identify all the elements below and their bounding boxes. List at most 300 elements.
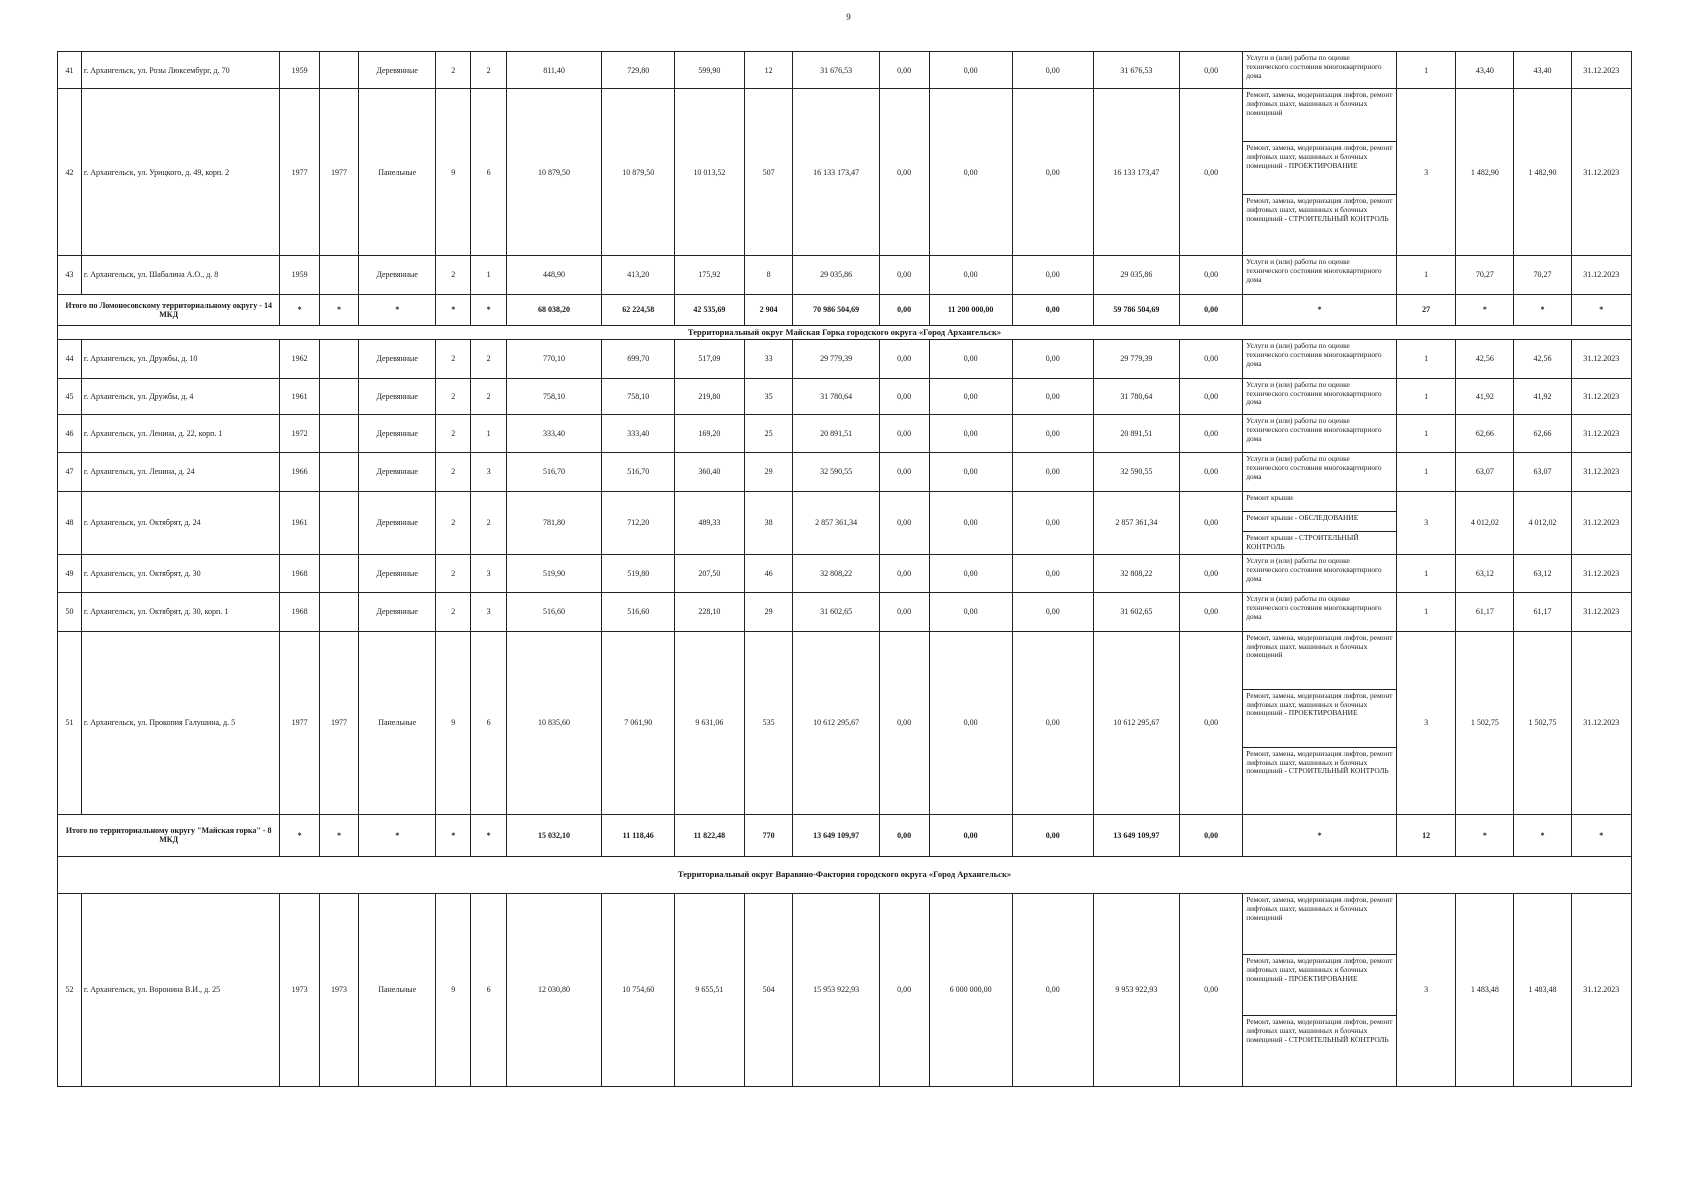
table-row: [58, 414, 1632, 452]
year-last-overhaul: [319, 414, 358, 452]
funding-regional: 0,00: [929, 89, 1012, 256]
funding-federal: 0,00: [879, 893, 929, 1086]
wall-material: Панельные: [359, 631, 436, 815]
funding-regional: 0,00: [929, 378, 1012, 414]
funding-owners: 20 891,51: [1093, 414, 1179, 452]
max-unit-cost: 1 482,90: [1514, 89, 1571, 256]
area-residential: 228,10: [675, 593, 745, 631]
year-built: 1977: [280, 89, 319, 256]
total-fund-reg: 0,00: [929, 815, 1012, 856]
entrances-count: 1: [471, 256, 506, 294]
house-address: г. Архангельск, ул. Октябрят, д. 30, корп. 1: [81, 593, 279, 631]
wall-material: Деревянные: [359, 491, 436, 554]
entrances-count: 2: [471, 378, 506, 414]
work-item: Ремонт, замена, модернизация лифтов, ремонт лифтовых шахт, машинных и блочных помещений: [1243, 894, 1396, 955]
floors-count: 2: [436, 340, 471, 378]
entrances-count: 3: [471, 593, 506, 631]
funding-owners: 29 779,39: [1093, 340, 1179, 378]
max-unit-cost: 1 502,75: [1514, 631, 1571, 815]
table-row: [58, 256, 1632, 294]
funding-other: 0,00: [1179, 414, 1242, 452]
year-last-overhaul: [319, 554, 358, 592]
funding-regional: 0,00: [929, 52, 1012, 89]
total-area-total: 68 038,20: [506, 294, 602, 325]
year-last-overhaul: [319, 491, 358, 554]
house-address: г. Архангельск, ул. Ленина, д. 24: [81, 453, 279, 491]
area-residential: 169,20: [675, 414, 745, 452]
repair-cost-total: 29 035,86: [793, 256, 879, 294]
work-item: Ремонт крыши: [1243, 492, 1396, 512]
total-fund-mun: 0,00: [1012, 815, 1093, 856]
total-area-common: 42 535,69: [675, 294, 745, 325]
completion-date: 31.12.2023: [1571, 256, 1631, 294]
placeholder-cell: *: [436, 815, 471, 856]
table-row: [58, 631, 1632, 815]
year-built: 1959: [280, 52, 319, 89]
area-total: 770,10: [506, 340, 602, 378]
residents-count: 29: [744, 453, 793, 491]
funding-other: 0,00: [1179, 491, 1242, 554]
repair-cost-total: 31 780,64: [793, 378, 879, 414]
floors-count: 2: [436, 256, 471, 294]
wall-material: Деревянные: [359, 414, 436, 452]
total-residents: 2 904: [744, 294, 793, 325]
placeholder-cell: *: [359, 815, 436, 856]
placeholder-cell: *: [1514, 815, 1571, 856]
repair-cost-total: 15 953 922,93: [793, 893, 879, 1086]
unit-cost: 4 012,02: [1456, 491, 1514, 554]
area-total: 758,10: [506, 378, 602, 414]
funding-regional: 0,00: [929, 453, 1012, 491]
funding-other: 0,00: [1179, 340, 1242, 378]
placeholder-cell: *: [1243, 815, 1397, 856]
table-row: [58, 593, 1632, 631]
funding-municipal: 0,00: [1012, 89, 1093, 256]
funding-owners: 2 857 361,34: [1093, 491, 1179, 554]
year-last-overhaul: [319, 593, 358, 631]
area-total: 10 835,60: [506, 631, 602, 815]
funding-municipal: 0,00: [1012, 893, 1093, 1086]
funding-municipal: 0,00: [1012, 453, 1093, 491]
residents-count: 33: [744, 340, 793, 378]
year-built: 1961: [280, 491, 319, 554]
completion-date: 31.12.2023: [1571, 52, 1631, 89]
section-header-row: [58, 856, 1632, 893]
works-list: [1243, 593, 1397, 631]
funding-other: 0,00: [1179, 89, 1242, 256]
total-fund-other: 0,00: [1179, 294, 1242, 325]
works-list: [1243, 554, 1397, 592]
funding-regional: 0,00: [929, 256, 1012, 294]
floors-count: 2: [436, 52, 471, 89]
work-count: 1: [1397, 52, 1456, 89]
funding-federal: 0,00: [879, 491, 929, 554]
work-count: 1: [1397, 256, 1456, 294]
funding-other: 0,00: [1179, 554, 1242, 592]
area-premises: 729,80: [602, 52, 675, 89]
work-item: Ремонт, замена, модернизация лифтов, ремонт лифтовых шахт, машинных и блочных помещений - СТРОИТЕЛЬНЫЙ КОНТРОЛЬ: [1246, 1016, 1393, 1044]
house-address: г. Архангельск, ул. Розы Люксембург, д. 70: [81, 52, 279, 89]
residents-count: 12: [744, 52, 793, 89]
placeholder-cell: *: [471, 294, 506, 325]
max-unit-cost: 42,56: [1514, 340, 1571, 378]
area-residential: 9 631,06: [675, 631, 745, 815]
placeholder-cell: *: [1571, 815, 1631, 856]
repair-cost-total: 2 857 361,34: [793, 491, 879, 554]
max-unit-cost: 70,27: [1514, 256, 1571, 294]
residents-count: 35: [744, 378, 793, 414]
year-last-overhaul: 1977: [319, 631, 358, 815]
year-last-overhaul: [319, 256, 358, 294]
funding-regional: 0,00: [929, 554, 1012, 592]
funding-other: 0,00: [1179, 52, 1242, 89]
floors-count: 2: [436, 491, 471, 554]
work-count: 1: [1397, 378, 1456, 414]
year-built: 1972: [280, 414, 319, 452]
placeholder-cell: *: [319, 294, 358, 325]
area-premises: 10 754,60: [602, 893, 675, 1086]
work-item: Ремонт, замена, модернизация лифтов, ремонт лифтовых шахт, машинных и блочных помещений: [1243, 89, 1396, 142]
area-total: 10 879,50: [506, 89, 602, 256]
funding-other: 0,00: [1179, 593, 1242, 631]
year-last-overhaul: [319, 340, 358, 378]
year-built: 1966: [280, 453, 319, 491]
work-item: Ремонт, замена, модернизация лифтов, ремонт лифтовых шахт, машинных и блочных помещений - ПРОЕКТИРОВАНИЕ: [1243, 142, 1396, 195]
repair-cost-total: 16 133 173,47: [793, 89, 879, 256]
funding-municipal: 0,00: [1012, 340, 1093, 378]
area-premises: 516,70: [602, 453, 675, 491]
house-address: г. Архангельск, ул. Урицкого, д. 49, корп. 2: [81, 89, 279, 256]
total-row: [58, 815, 1632, 856]
year-built: 1962: [280, 340, 319, 378]
unit-cost: 62,66: [1456, 414, 1514, 452]
table-row: [58, 893, 1632, 1086]
funding-owners: 32 590,55: [1093, 453, 1179, 491]
area-premises: 10 879,50: [602, 89, 675, 256]
entrances-count: 3: [471, 554, 506, 592]
area-residential: 175,92: [675, 256, 745, 294]
total-area-common: 11 822,48: [675, 815, 745, 856]
work-item: Услуги и (или) работы по оценке технического состояния многоквартирного дома: [1246, 415, 1382, 443]
work-count: 1: [1397, 593, 1456, 631]
funding-federal: 0,00: [879, 554, 929, 592]
completion-date: 31.12.2023: [1571, 453, 1631, 491]
work-count: 3: [1397, 491, 1456, 554]
total-work-count: 27: [1397, 294, 1456, 325]
row-number: 46: [58, 414, 82, 452]
repair-cost-total: 20 891,51: [793, 414, 879, 452]
area-premises: 7 061,90: [602, 631, 675, 815]
section-header-row: [58, 325, 1632, 340]
works-list: [1243, 414, 1397, 452]
area-residential: 489,33: [675, 491, 745, 554]
funding-other: 0,00: [1179, 893, 1242, 1086]
floors-count: 9: [436, 89, 471, 256]
funding-owners: 32 808,22: [1093, 554, 1179, 592]
work-item: Ремонт, замена, модернизация лифтов, ремонт лифтовых шахт, машинных и блочных помещений - ПРОЕКТИРОВАНИЕ: [1243, 690, 1396, 748]
max-unit-cost: 63,12: [1514, 554, 1571, 592]
table-row: [58, 340, 1632, 378]
total-cost-total: 70 986 504,69: [793, 294, 879, 325]
area-residential: 207,50: [675, 554, 745, 592]
work-count: 1: [1397, 453, 1456, 491]
completion-date: 31.12.2023: [1571, 554, 1631, 592]
residents-count: 535: [744, 631, 793, 815]
placeholder-cell: *: [1571, 294, 1631, 325]
floors-count: 2: [436, 378, 471, 414]
row-number: 48: [58, 491, 82, 554]
repair-cost-total: 10 612 295,67: [793, 631, 879, 815]
entrances-count: 2: [471, 340, 506, 378]
work-item: Услуги и (или) работы по оценке технического состояния многоквартирного дома: [1246, 257, 1382, 285]
unit-cost: 1 482,90: [1456, 89, 1514, 256]
funding-federal: 0,00: [879, 340, 929, 378]
total-label: Итого по Ломоносовскому территориальному округу - 14 МКД: [58, 294, 280, 325]
work-item: Ремонт крыши - ОБСЛЕДОВАНИЕ: [1243, 512, 1396, 532]
house-address: г. Архангельск, ул. Шабалина А.О., д. 8: [81, 256, 279, 294]
work-item: Услуги и (или) работы по оценке технического состояния многоквартирного дома: [1246, 379, 1382, 407]
floors-count: 2: [436, 554, 471, 592]
house-address: г. Архангельск, ул. Прокопия Галушина, д. 5: [81, 631, 279, 815]
placeholder-cell: *: [471, 815, 506, 856]
entrances-count: 2: [471, 491, 506, 554]
work-count: 3: [1397, 893, 1456, 1086]
work-count: 1: [1397, 414, 1456, 452]
works-list: [1243, 491, 1397, 554]
area-premises: 413,20: [602, 256, 675, 294]
work-item: Услуги и (или) работы по оценке технического состояния многоквартирного дома: [1246, 341, 1382, 369]
max-unit-cost: 41,92: [1514, 378, 1571, 414]
area-premises: 519,80: [602, 554, 675, 592]
wall-material: Деревянные: [359, 593, 436, 631]
total-cost-total: 13 649 109,97: [793, 815, 879, 856]
funding-municipal: 0,00: [1012, 378, 1093, 414]
floors-count: 9: [436, 631, 471, 815]
funding-owners: 9 953 922,93: [1093, 893, 1179, 1086]
area-total: 448,90: [506, 256, 602, 294]
funding-other: 0,00: [1179, 631, 1242, 815]
placeholder-cell: *: [1456, 294, 1514, 325]
total-row: [58, 294, 1632, 325]
area-total: 811,40: [506, 52, 602, 89]
unit-cost: 63,07: [1456, 453, 1514, 491]
repair-cost-total: 29 779,39: [793, 340, 879, 378]
area-total: 781,80: [506, 491, 602, 554]
funding-federal: 0,00: [879, 52, 929, 89]
funding-other: 0,00: [1179, 256, 1242, 294]
entrances-count: 1: [471, 414, 506, 452]
row-number: 45: [58, 378, 82, 414]
table-row: [58, 378, 1632, 414]
repair-cost-total: 32 590,55: [793, 453, 879, 491]
funding-owners: 31 780,64: [1093, 378, 1179, 414]
house-address: г. Архангельск, ул. Октябрят, д. 24: [81, 491, 279, 554]
year-built: 1959: [280, 256, 319, 294]
entrances-count: 6: [471, 89, 506, 256]
house-address: г. Архангельск, ул. Дружбы, д. 4: [81, 378, 279, 414]
section-title: Территориальный округ Майская Горка городского округа «Город Архангельск»: [58, 325, 1632, 340]
wall-material: Деревянные: [359, 378, 436, 414]
total-area-living: 62 224,58: [602, 294, 675, 325]
work-item: Услуги и (или) работы по оценке технического состояния многоквартирного дома: [1246, 594, 1382, 622]
funding-owners: 31 676,53: [1093, 52, 1179, 89]
area-residential: 517,09: [675, 340, 745, 378]
residents-count: 46: [744, 554, 793, 592]
work-item: Ремонт, замена, модернизация лифтов, ремонт лифтовых шахт, машинных и блочных помещений - СТРОИТЕЛЬНЫЙ КОНТРОЛЬ: [1246, 196, 1393, 224]
floors-count: 2: [436, 414, 471, 452]
work-item: Услуги и (или) работы по оценке технического состояния многоквартирного дома: [1246, 53, 1382, 80]
works-list: [1243, 256, 1397, 294]
total-fund-mun: 0,00: [1012, 294, 1093, 325]
funding-regional: 0,00: [929, 340, 1012, 378]
works-list: [1243, 378, 1397, 414]
year-last-overhaul: [319, 453, 358, 491]
completion-date: 31.12.2023: [1571, 631, 1631, 815]
funding-federal: 0,00: [879, 593, 929, 631]
funding-other: 0,00: [1179, 378, 1242, 414]
placeholder-cell: *: [280, 294, 319, 325]
placeholder-cell: *: [1456, 815, 1514, 856]
work-count: 3: [1397, 89, 1456, 256]
total-label: Итого по территориальному округу "Майская горка" - 8 МКД: [58, 815, 280, 856]
wall-material: Деревянные: [359, 453, 436, 491]
placeholder-cell: *: [359, 294, 436, 325]
work-item: Ремонт, замена, модернизация лифтов, ремонт лифтовых шахт, машинных и блочных помещений: [1243, 632, 1396, 690]
total-fund-fed: 0,00: [879, 294, 929, 325]
completion-date: 31.12.2023: [1571, 378, 1631, 414]
max-unit-cost: 4 012,02: [1514, 491, 1571, 554]
repair-cost-total: 32 808,22: [793, 554, 879, 592]
row-number: 41: [58, 52, 82, 89]
work-count: 3: [1397, 631, 1456, 815]
year-built: 1961: [280, 378, 319, 414]
placeholder-cell: *: [1514, 294, 1571, 325]
year-last-overhaul: [319, 52, 358, 89]
funding-federal: 0,00: [879, 631, 929, 815]
entrances-count: 2: [471, 52, 506, 89]
funding-owners: 16 133 173,47: [1093, 89, 1179, 256]
residents-count: 504: [744, 893, 793, 1086]
house-address: г. Архангельск, ул. Дружбы, д. 10: [81, 340, 279, 378]
max-unit-cost: 1 483,48: [1514, 893, 1571, 1086]
funding-municipal: 0,00: [1012, 256, 1093, 294]
year-last-overhaul: [319, 378, 358, 414]
completion-date: 31.12.2023: [1571, 491, 1631, 554]
placeholder-cell: *: [319, 815, 358, 856]
total-fund-reg: 11 200 000,00: [929, 294, 1012, 325]
residents-count: 38: [744, 491, 793, 554]
area-residential: 599,90: [675, 52, 745, 89]
wall-material: Деревянные: [359, 256, 436, 294]
entrances-count: 6: [471, 631, 506, 815]
year-last-overhaul: 1973: [319, 893, 358, 1086]
works-list: [1243, 89, 1397, 256]
total-residents: 770: [744, 815, 793, 856]
total-area-living: 11 118,46: [602, 815, 675, 856]
max-unit-cost: 62,66: [1514, 414, 1571, 452]
row-number: 52: [58, 893, 82, 1086]
completion-date: 31.12.2023: [1571, 414, 1631, 452]
wall-material: Деревянные: [359, 52, 436, 89]
year-built: 1968: [280, 554, 319, 592]
work-count: 1: [1397, 340, 1456, 378]
area-premises: 758,10: [602, 378, 675, 414]
work-item: Услуги и (или) работы по оценке технического состояния многоквартирного дома: [1246, 555, 1382, 583]
table-row: [58, 491, 1632, 554]
funding-municipal: 0,00: [1012, 554, 1093, 592]
residents-count: 25: [744, 414, 793, 452]
unit-cost: 41,92: [1456, 378, 1514, 414]
funding-municipal: 0,00: [1012, 593, 1093, 631]
works-list: [1243, 631, 1397, 815]
year-built: 1973: [280, 893, 319, 1086]
works-list: [1243, 453, 1397, 491]
funding-federal: 0,00: [879, 453, 929, 491]
area-residential: 219,80: [675, 378, 745, 414]
unit-cost: 43,40: [1456, 52, 1514, 89]
repair-cost-total: 31 602,65: [793, 593, 879, 631]
total-fund-owners: 13 649 109,97: [1093, 815, 1179, 856]
house-address: г. Архангельск, ул. Воронина В.И., д. 25: [81, 893, 279, 1086]
funding-owners: 10 612 295,67: [1093, 631, 1179, 815]
placeholder-cell: *: [1243, 294, 1397, 325]
year-built: 1968: [280, 593, 319, 631]
area-total: 516,70: [506, 453, 602, 491]
funding-other: 0,00: [1179, 453, 1242, 491]
funding-municipal: 0,00: [1012, 491, 1093, 554]
funding-regional: 0,00: [929, 491, 1012, 554]
work-item: Услуги и (или) работы по оценке технического состояния многоквартирного дома: [1246, 454, 1382, 482]
table-row: [58, 52, 1632, 89]
area-total: 12 030,80: [506, 893, 602, 1086]
funding-owners: 31 602,65: [1093, 593, 1179, 631]
works-list: [1243, 52, 1397, 89]
year-built: 1977: [280, 631, 319, 815]
unit-cost: 42,56: [1456, 340, 1514, 378]
max-unit-cost: 63,07: [1514, 453, 1571, 491]
entrances-count: 6: [471, 893, 506, 1086]
funding-federal: 0,00: [879, 89, 929, 256]
area-residential: 360,40: [675, 453, 745, 491]
area-total: 516,60: [506, 593, 602, 631]
capital-repair-table: [57, 51, 1632, 1087]
house-address: г. Архангельск, ул. Октябрят, д. 30: [81, 554, 279, 592]
wall-material: Деревянные: [359, 554, 436, 592]
works-list: [1243, 340, 1397, 378]
unit-cost: 70,27: [1456, 256, 1514, 294]
completion-date: 31.12.2023: [1571, 893, 1631, 1086]
page-number: 9: [846, 12, 851, 22]
table-row: [58, 554, 1632, 592]
total-area-total: 15 032,10: [506, 815, 602, 856]
area-premises: 333,40: [602, 414, 675, 452]
funding-municipal: 0,00: [1012, 52, 1093, 89]
area-total: 333,40: [506, 414, 602, 452]
row-number: 51: [58, 631, 82, 815]
placeholder-cell: *: [280, 815, 319, 856]
work-item: Ремонт крыши - СТРОИТЕЛЬНЫЙ КОНТРОЛЬ: [1246, 532, 1359, 551]
funding-regional: 0,00: [929, 414, 1012, 452]
funding-municipal: 0,00: [1012, 414, 1093, 452]
section-title: Территориальный округ Варавино-Фактория городского округа «Город Архангельск»: [58, 856, 1632, 893]
completion-date: 31.12.2023: [1571, 89, 1631, 256]
max-unit-cost: 43,40: [1514, 52, 1571, 89]
row-number: 42: [58, 89, 82, 256]
total-fund-owners: 59 786 504,69: [1093, 294, 1179, 325]
residents-count: 507: [744, 89, 793, 256]
row-number: 49: [58, 554, 82, 592]
funding-municipal: 0,00: [1012, 631, 1093, 815]
